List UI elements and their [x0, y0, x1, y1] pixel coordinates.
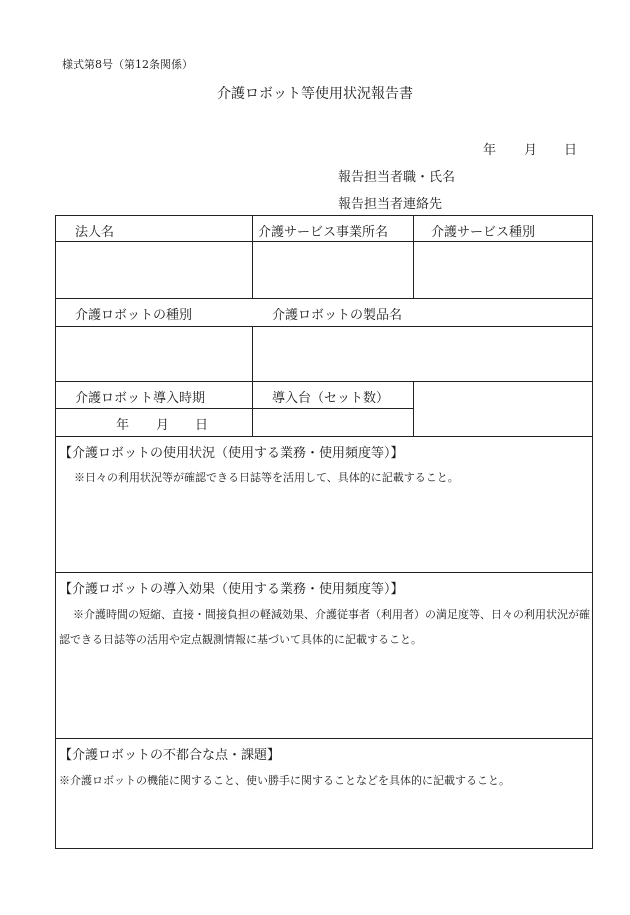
- introduction-date-field[interactable]: [57, 410, 251, 435]
- office-name-field[interactable]: [254, 243, 412, 297]
- column-divider: [413, 216, 414, 298]
- introduction-date-label: 介護ロボット導入時期: [75, 391, 206, 406]
- row-divider: [56, 326, 592, 327]
- column-divider: [413, 381, 414, 436]
- report-date-year: 年: [483, 143, 497, 158]
- corporation-name-label: 法人名: [75, 225, 115, 240]
- row-divider: [56, 572, 592, 573]
- form-number: 様式第8号（第12条関係）: [62, 58, 193, 71]
- column-divider: [252, 216, 253, 298]
- report-date-day: 日: [564, 143, 578, 158]
- form-title: 介護ロボット等使用状況報告書: [217, 86, 413, 102]
- row-divider: [56, 298, 592, 299]
- units-count-value-field[interactable]: [254, 410, 412, 435]
- row-divider: [56, 381, 592, 382]
- issues-description-field[interactable]: [57, 796, 591, 848]
- robot-type-field[interactable]: [57, 328, 251, 380]
- effect-section-heading: 【介護ロボットの導入効果（使用する業務・使用頻度等）】: [59, 582, 404, 597]
- effect-section-note: ※介護時間の短縮、直接・間接負担の軽減効果、介護従事者（利用者）の満足度等、日々の利用状況が確認できる日誌等の活用や定点観測情報に基づいて具体的に記載すること。: [59, 608, 590, 646]
- units-count-field[interactable]: [415, 383, 591, 435]
- robot-type-label: 介護ロボットの種別: [75, 308, 193, 323]
- introduction-date-year: 年: [116, 418, 130, 433]
- issues-section-heading: 【介護ロボットの不都合な点・課題】: [59, 748, 281, 763]
- row-divider: [56, 408, 413, 409]
- row-divider: [56, 241, 592, 242]
- units-count-label: 導入台（セット数）: [272, 391, 390, 406]
- usage-section-note: ※日々の利用状況等が確認できる日誌等を活用して、具体的に記載すること。: [74, 471, 459, 484]
- corporation-name-field[interactable]: [57, 243, 251, 297]
- service-type-label: 介護サービス種別: [431, 225, 536, 240]
- service-type-field[interactable]: [415, 243, 591, 297]
- reporter-contact-label: 報告担当者連絡先: [338, 197, 443, 212]
- row-divider: [56, 436, 592, 437]
- reporter-name-label: 報告担当者職・氏名: [338, 170, 456, 185]
- introduction-date-month: 月: [156, 418, 170, 433]
- issues-section-note: ※介護ロボットの機能に関すること、使い勝手に関することなどを具体的に記載すること。: [59, 774, 510, 787]
- row-divider: [56, 738, 592, 739]
- column-divider: [252, 326, 253, 436]
- usage-section-heading: 【介護ロボットの使用状況（使用する業務・使用頻度等）】: [59, 446, 404, 461]
- robot-product-name-field[interactable]: [254, 328, 591, 380]
- effect-description-field[interactable]: [57, 656, 591, 736]
- office-name-label: 介護サービス事業所名: [258, 225, 389, 240]
- usage-description-field[interactable]: [57, 490, 591, 570]
- report-date-month: 月: [524, 143, 538, 158]
- introduction-date-day: 日: [195, 418, 209, 433]
- robot-product-name-label: 介護ロボットの製品名: [272, 308, 403, 323]
- report-form-table: [55, 215, 593, 849]
